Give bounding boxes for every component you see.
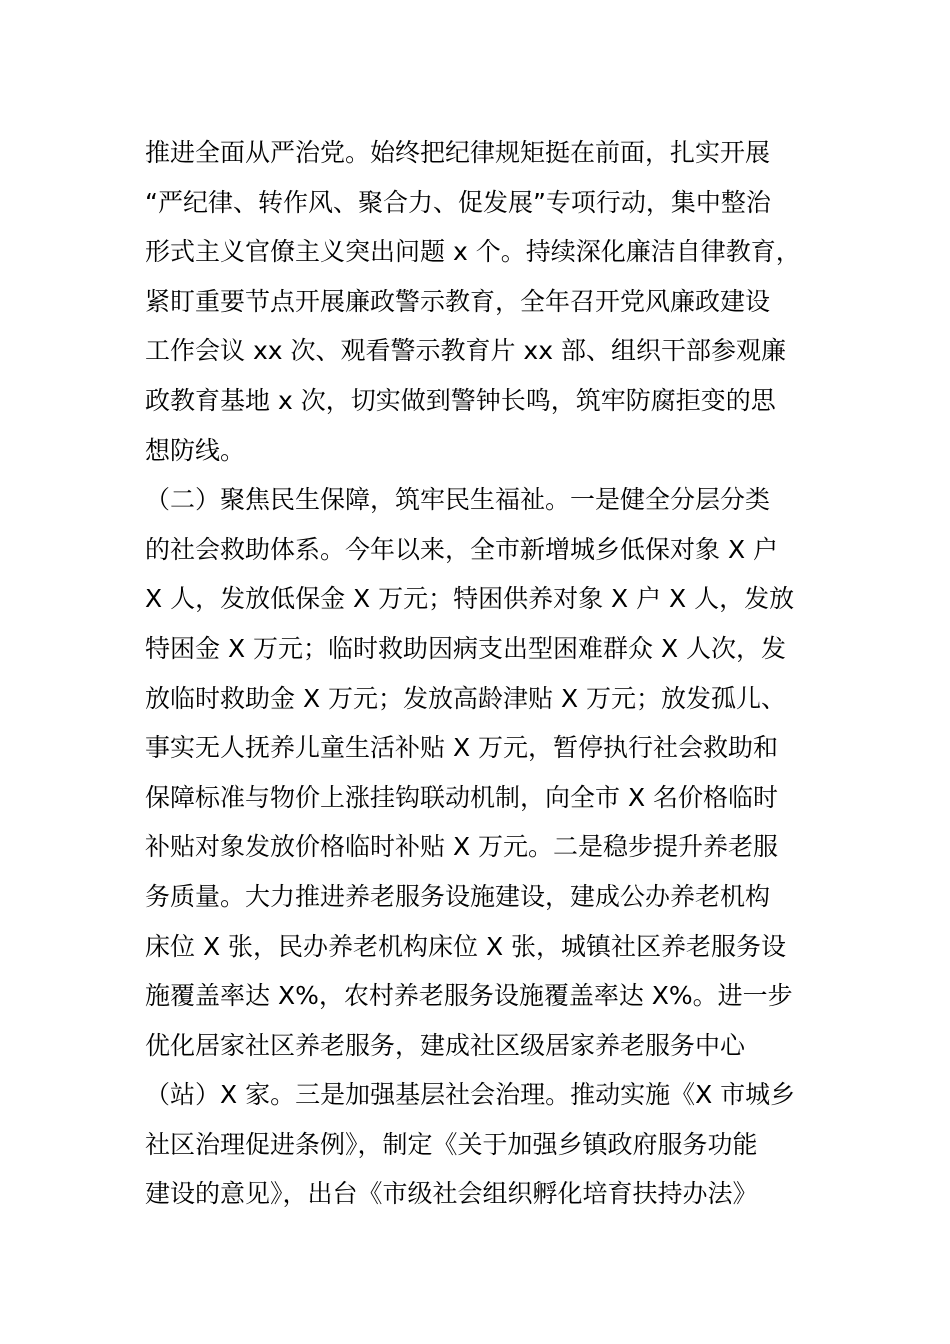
- text-line: 形式主义官僚主义突出问题 x 个。持续深化廉洁自律教育，: [145, 237, 801, 267]
- text-line: 特困金 X 万元；临时救助因病支出型困难群众 X 人次，发: [145, 633, 787, 663]
- text-line: “严纪律、转作风、聚合力、促发展”专项行动，集中整治: [145, 187, 771, 217]
- text-line: X 人，发放低保金 X 万元；特困供养对象 X 户 X 人，发放: [145, 584, 795, 614]
- text-line: 务质量。大力推进养老服务设施建设，建成公办养老机构: [145, 881, 771, 911]
- text-line: 想防线。: [145, 435, 246, 465]
- text-line: 的社会救助体系。今年以来，全市新增城乡低保对象 X 户: [145, 534, 779, 564]
- text-line: 保障标准与物价上涨挂钩联动机制，向全市 X 名价格临时: [145, 782, 779, 812]
- text-line: 施覆盖率达 X%，农村养老服务设施覆盖率达 X%。进一步: [145, 981, 793, 1011]
- text-line: 补贴对象发放价格临时补贴 X 万元。二是稳步提升养老服: [145, 832, 779, 862]
- text-line: 政教育基地 x 次，切实做到警钟长鸣，筑牢防腐拒变的思: [145, 385, 776, 415]
- text-line: （站）X 家。三是加强基层社会治理。推动实施《X 市城乡: [145, 1080, 796, 1110]
- text-line: 事实无人抚养儿童生活补贴 X 万元，暂停执行社会救助和: [145, 733, 779, 763]
- text-line: 床位 X 张，民办养老机构床位 X 张，城镇社区养老服务设: [145, 931, 787, 961]
- text-line: 工作会议 xx 次、观看警示教育片 xx 部、组织干部参观廉: [145, 336, 786, 366]
- document-body: [145, 128, 845, 1219]
- text-line: 推进全面从严治党。始终把纪律规矩挺在前面，扎实开展: [145, 138, 771, 167]
- text-line: 优化居家社区养老服务，建成社区级居家养老服务中心: [145, 1030, 746, 1060]
- text-line: 建设的意见》，出台《市级社会组织孵化培育扶持办法》: [145, 1179, 758, 1209]
- text-line: 紧盯重要节点开展廉政警示教育，全年召开党风廉政建设: [145, 286, 771, 316]
- text-line: 社区治理促进条例》，制定《关于加强乡镇政府服务功能: [145, 1129, 758, 1159]
- text-line: 放临时救助金 X 万元；发放高龄津贴 X 万元；放发孤儿、: [145, 683, 787, 713]
- section-heading-line: （二）聚焦民生保障，筑牢民生福祉。一是健全分层分类: [145, 485, 771, 515]
